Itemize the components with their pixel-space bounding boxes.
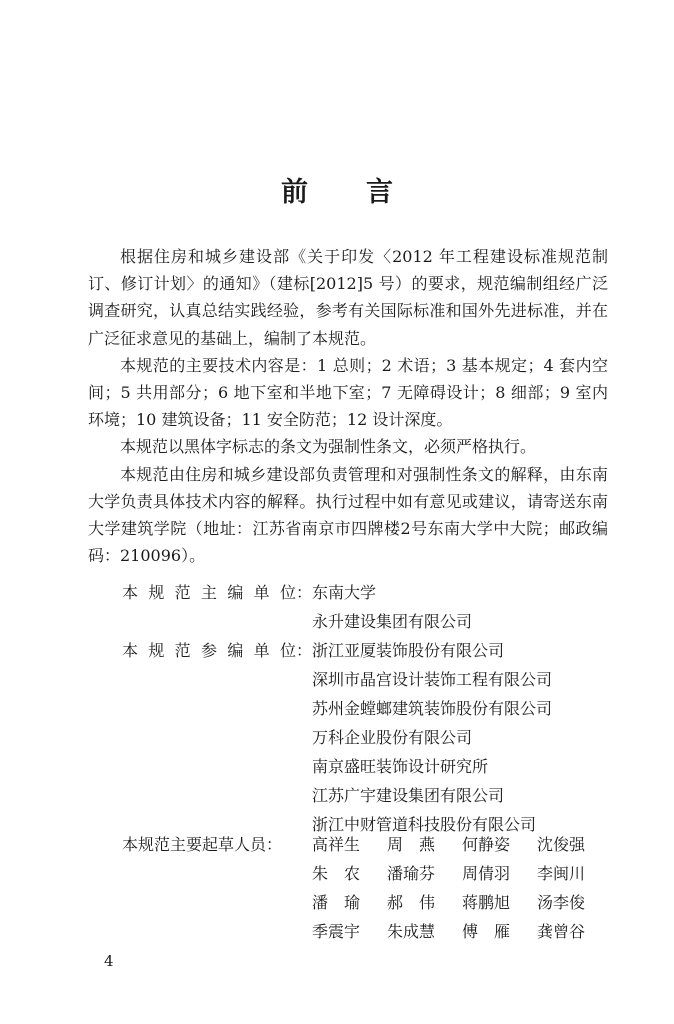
title-char-2: 言 (366, 177, 393, 208)
drafters-row (312, 888, 612, 917)
label-char: 编 (227, 641, 244, 660)
org-name: 东南大学 (312, 583, 377, 602)
drafters-row (312, 917, 612, 946)
label-char: 规 (148, 583, 165, 602)
paragraph-management: 本规范由住房和城乡建设部负责管理和对强制性条文的解释，由东南大学负责具体技术内容的解释。执行过程中如有意见或建议，请寄送东南大学建筑学院（地址：江苏省南京市四牌楼2号东南大学中大院；邮政编码：210096）。 (88, 464, 608, 566)
drafters-row (312, 859, 612, 888)
label-char: 单 (253, 641, 270, 660)
drafter-name: 郝 伟 (387, 893, 436, 912)
label-char: 范 (174, 641, 191, 660)
label-char: 参 (200, 641, 217, 660)
org-name: 苏州金螳螂建筑装饰股份有限公司 (312, 699, 553, 718)
drafters-row (312, 830, 612, 859)
drafter-name: 潘 瑜 (312, 893, 361, 912)
org-name: 永升建设集团有限公司 (312, 612, 473, 631)
participating-names (312, 636, 552, 839)
drafter-name: 周倩羽 (462, 864, 511, 883)
drafter-name: 汤李俊 (537, 893, 586, 912)
chief-editor-label (122, 578, 312, 636)
drafter-name: 季震宇 (312, 922, 361, 941)
org-name: 南京盛旺装饰设计研究所 (312, 757, 489, 776)
paragraph-mandatory: 本规范以黑体字标志的条文为强制性条文，必须严格执行。 (120, 437, 537, 457)
drafter-name: 沈俊强 (537, 835, 586, 854)
paragraph-contents: 本规范的主要技术内容是：1 总则；2 术语；3 基本规定；4 套内空间；5 共用部分；6 地下室和半地下室；7 无障碍设计；8 细部；9 室内环境；10 建筑设备；11 安全防范；12 设计深度。 (88, 355, 608, 430)
drafter-name: 蒋鹏旭 (462, 893, 511, 912)
page-number: 4 (104, 952, 114, 970)
label-char: 范 (174, 583, 191, 602)
label-char: 单 (253, 583, 270, 602)
drafter-name: 龚曾谷 (537, 922, 586, 941)
preface-body (88, 243, 608, 569)
chief-editor-units (122, 578, 552, 636)
drafters-grid (312, 830, 612, 946)
drafter-name: 朱成慧 (387, 922, 436, 941)
participating-label (122, 636, 312, 665)
organizations (122, 578, 552, 839)
label-char: 规 (148, 641, 165, 660)
chief-editor-names (312, 578, 472, 636)
paragraph-basis: 根据住房和城乡建设部《关于印发〈2012 年工程建设标准规范制订、修订计划〉的通知》（建标[2012]5 号）的要求，规范编制组经广泛调查研究，认真总结实践经验，参考有关国际标准和国外先进标准，并在广泛征求意见的基础上，编制了本规范。 (88, 247, 608, 348)
drafter-name: 何静姿 (462, 835, 511, 854)
label-char: 位： (279, 641, 312, 660)
drafter-name: 朱 农 (312, 864, 361, 883)
org-name: 浙江亚厦装饰股份有限公司 (312, 641, 505, 660)
org-name: 深圳市晶宫设计装饰工程有限公司 (312, 670, 553, 689)
label-char: 主 (200, 583, 217, 602)
drafter-name: 高祥生 (312, 835, 361, 854)
drafter-name: 潘瑜芬 (387, 864, 436, 883)
title-char-1: 前 (281, 177, 308, 208)
org-name: 浙江中财管道科技股份有限公司 (312, 815, 537, 834)
participating-units (122, 636, 552, 839)
page-title (0, 170, 674, 209)
org-name: 万科企业股份有限公司 (312, 728, 473, 747)
label-char: 位： (279, 583, 312, 602)
org-name: 江苏广宇建设集团有限公司 (312, 786, 505, 805)
drafters-label: 本规范主要起草人员： (122, 835, 283, 854)
drafter-name: 周 燕 (387, 835, 436, 854)
drafter-name: 傅 雁 (462, 922, 511, 941)
label-char: 本 (122, 583, 139, 602)
label-char: 编 (227, 583, 244, 602)
label-char: 本 (122, 641, 139, 660)
drafter-name: 李闽川 (537, 864, 586, 883)
